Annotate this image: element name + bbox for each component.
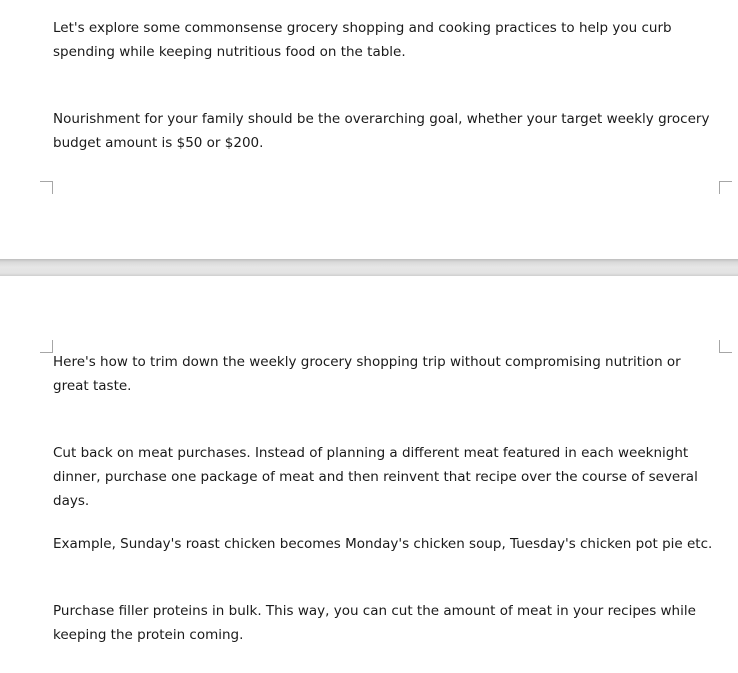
paragraph-nourishment[interactable]: Nourishment for your family should be the overarching goal, whether your target weekly grocery budget amount is $50 or $200. [53,111,710,151]
margin-corner-bottom-left-mark [40,181,53,194]
paragraph-filler-proteins[interactable]: Purchase filler proteins in bulk. This way, you can cut the amount of meat in your recipes while keeping the protein coming. [53,603,696,643]
margin-corner-bottom-right-mark [719,181,732,194]
paragraph-example[interactable]: Example, Sunday's roast chicken becomes Monday's chicken soup, Tuesday's chicken pot pie etc. [53,536,713,552]
paragraph-intro[interactable]: Let's explore some commonsense grocery shopping and cooking practices to help you curb spending while keeping nutritious food on the table. [53,20,672,60]
margin-corner-top-left-mark [40,340,53,353]
page-break-gap [0,259,738,276]
margin-corner-top-right-mark [719,340,732,353]
paragraph-trim-down[interactable]: Here's how to trim down the weekly grocery shopping trip without compromising nutrition or great taste. [53,354,681,394]
paragraph-cut-back-meat[interactable]: Cut back on meat purchases. Instead of planning a different meat featured in each weeknight dinner, purchase one package of meat and then reinvent that recipe over the course of several days. [53,445,698,509]
